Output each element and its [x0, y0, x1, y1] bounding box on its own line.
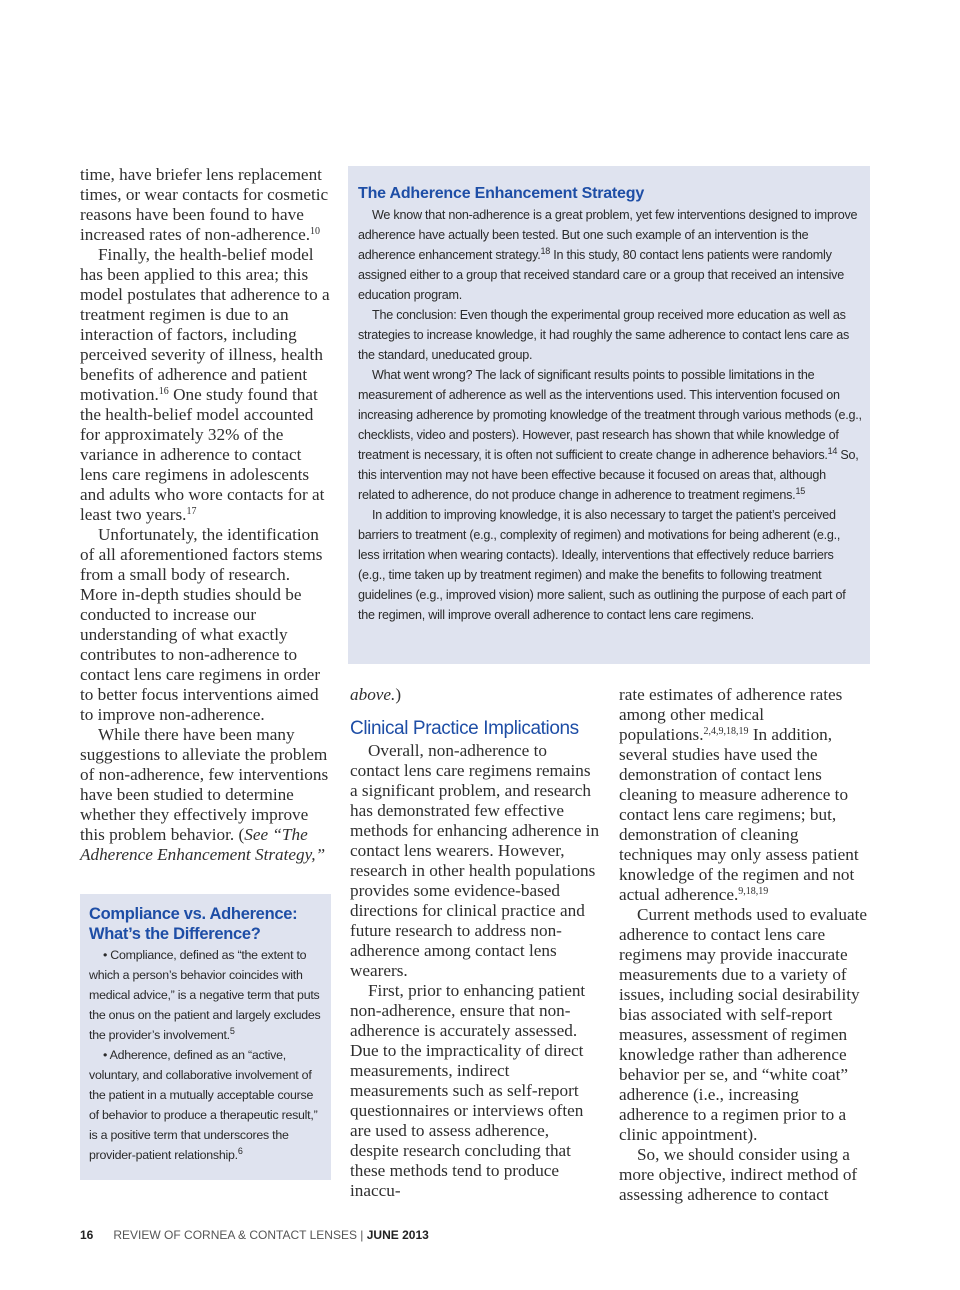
middle-paragraph-1: Overall, non-adherence to contact lens care regimens remains a significant problem, and research has demonstrated few effective methods for enhancing adherence in contact lens wearers. However, research in other health populations provides some evidence-based directions for clinical practice and future research to address non-adherence among contact lens wearers. [350, 741, 600, 980]
left-paragraph-3: Unfortunately, the identification of all aforementioned factors stems from a small body of research. More in-depth studies should be conducted to increase our understanding of what exactly contributes to non-adherence to contact lens care regimens in order to better focus interventions aimed to improve non-adherence. [80, 525, 323, 724]
middle-column [350, 685, 600, 1201]
strategy-paragraph-3 [358, 365, 863, 505]
right-paragraph-1 [619, 685, 869, 905]
right-p1-text-a: rate estimates of adherence rates among other medical populations. [619, 685, 843, 744]
reference-superscript: 6 [237, 1146, 243, 1156]
strategy-paragraph-4: In addition to improving knowledge, it is also necessary to target the patient’s perceived barriers to treatment (e.g., complexity of regimen) and motivations for being adherent (e.g., less irritation when wearing contacts). Ideally, interventions that effectively reduce barriers (e.g., time taken up by treatment regimen) and make the benefits to following treatment guidelines (e.g., improved vision) more salient, such as outlining the purpose of each part of the regimen, will improve overall adherence to contact lens care regimens. [358, 508, 846, 622]
middle-paragraph-2: First, prior to enhancing patient non-adherence, ensure that non-adherence is accurately assessed. Due to the impracticality of direct measurements, indirect measurements such as self-report questionnaires or interviews often are used to assess adherence, despite research concluding that these methods tend to produce inaccu- [350, 981, 586, 1200]
reference-superscript: 17 [186, 506, 197, 517]
sidebar-cross-reference: See “The Adherence Enhancement Strategy,” [80, 825, 326, 864]
section-heading: Clinical Practice Implications [350, 718, 579, 739]
sidebar-compliance-box [80, 894, 331, 1180]
issue-date: JUNE 2013 [366, 1228, 429, 1242]
right-paragraph-3: So, we should consider using a more objective, indirect method of assessing adherence to contact [619, 1145, 858, 1204]
left-paragraph-4 [80, 725, 330, 865]
strategy-p3-text-b: So, this intervention may not have been effective because it focused on areas that, although related to adherence, do not produce change in adherence to treatment regimens. [358, 448, 859, 502]
continuation-italic: above. [350, 685, 396, 704]
sidebar-compliance-bullet-2 [89, 1045, 325, 1165]
right-p1-text-b: In addition, several studies have used the demonstration of contact lens cleaning to measure adherence to contact lens care regimens; but, demonstration of cleaning techniques may only assess patient knowledge of the regimen and not actual adherence. [619, 725, 859, 904]
reference-superscript: 5 [229, 1026, 235, 1036]
right-column [619, 685, 869, 1205]
adherence-bullet-text: • Adherence, defined as an “active, voluntary, and collaborative involvement of the patient in a mutually acceptable course of behavior to produce a therapeutic result,” is a positive term that underscores the provider-patient relationship. [89, 1048, 318, 1162]
left-p4-text: While there have been many suggestions to alleviate the problem of non-adherence, few interventions have been studied to determine whether they effectively improve this problem behavior. ( [80, 725, 329, 844]
page-footer [80, 1228, 429, 1242]
left-p2-text-b: One study found that the health-belief model accounted for approximately 32% of the variance in adherence to contact lens care regimens in adolescents and adults who wore contacts for at least two years. [80, 385, 325, 524]
sidebar-compliance-bullet-1 [89, 945, 325, 1045]
right-paragraph-2: Current methods used to evaluate adherence to contact lens care regimens may provide inaccurate measurements due to a variety of issues, including social desirability bias associated with self-report measures, assessment of regimen knowledge rather than adherence behavior per se, and “white coat” adherence (i.e., increasing adherence to a regimen prior to a clinic appointment). [619, 905, 868, 1144]
reference-superscript: 16 [158, 386, 169, 397]
sidebar-strategy-box [348, 166, 870, 664]
middle-continuation [350, 685, 600, 705]
reference-superscript: 15 [795, 486, 805, 496]
reference-superscript: 14 [827, 446, 838, 456]
page-number: 16 [80, 1228, 94, 1242]
sidebar-strategy-title: The Adherence Enhancement Strategy [358, 185, 645, 202]
strategy-paragraph-2: The conclusion: Even though the experimental group received more education as well as strategies to increase knowledge, it had roughly the same adherence to contact lens care as the standard, uneducated group. [358, 308, 850, 362]
strategy-paragraph-1 [358, 205, 863, 305]
strategy-p1-text-b: In this study, 80 contact lens patients were randomly assigned either to a group that received standard care or a group that received an intensive education program. [358, 248, 844, 302]
continuation-close: ) [395, 685, 402, 704]
left-paragraph-2 [80, 245, 330, 525]
left-column [80, 165, 330, 865]
strategy-p1-text-a: We know that non-adherence is a great problem, yet few interventions designed to improve adherence have actually been tested. But one such example of an intervention is the adherence enhancement strategy. [358, 208, 858, 262]
sidebar-compliance-title-line-2: What’s the Difference? [89, 925, 261, 943]
sidebar-compliance-title-line-1: Compliance vs. Adherence: [89, 905, 298, 923]
sidebar-strategy-body [358, 205, 863, 625]
reference-superscript: 10 [310, 226, 320, 237]
left-paragraph-1 [80, 165, 330, 245]
compliance-bullet-text: • Compliance, defined as “the extent to which a person’s behavior coincides with medical advice,” is a negative term that puts the onus on the patient and largely excludes the provider’s involvement. [89, 948, 321, 1042]
left-p1-text: time, have briefer lens replacement times, or wear contacts for cosmetic reasons have been found to have increased rates of non-adherence. [80, 165, 329, 244]
sidebar-compliance-title [89, 904, 297, 944]
publication-name: REVIEW OF CORNEA & CONTACT LENSES | [113, 1228, 367, 1242]
sidebar-compliance-body [89, 945, 325, 1165]
reference-superscript: 2,4,9,18,19 [703, 726, 749, 737]
strategy-p3-text-a: What went wrong? The lack of significant results points to possible limitations in the measurement of adherence as well as the interventions used. This intervention focused on increasing adherence by promoting knowledge of the treatment through various methods (e.g., checklists, video and posters). However, past research has shown that while knowledge of treatment is necessary, it is often not sufficient to create change in adherence behaviors. [358, 368, 862, 462]
left-p2-text-a: Finally, the health-belief model has been applied to this area; this model postulates that adherence to a treatment regimen is due to an interaction of factors, including perceived severity of illness, health benefits of adherence and patient motivation. [80, 245, 330, 404]
reference-superscript: 18 [540, 246, 550, 256]
reference-superscript: 9,18,19 [738, 886, 769, 897]
